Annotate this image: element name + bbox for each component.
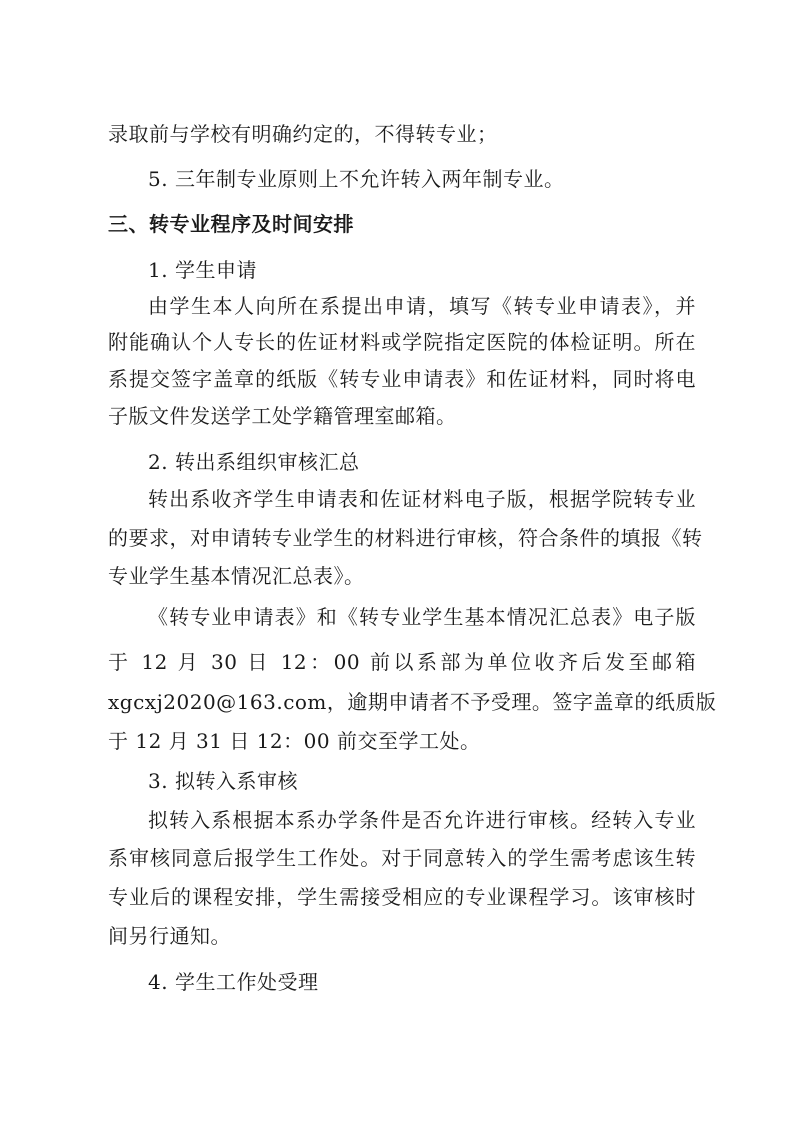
paragraph-line: 转出系收齐学生申请表和佐证材料电子版，根据学院转专业 (148, 487, 696, 511)
paragraph-line: 附能确认个人专长的佐证材料或学院指定医院的体检证明。所在 (108, 330, 696, 354)
subsection-heading: 3. 拟转入系审核 (148, 769, 298, 793)
paragraph-line: 专业学生基本情况汇总表》。 (108, 564, 365, 588)
paragraph-line: 的要求，对申请转专业学生的材料进行审核，符合条件的填报《转 (108, 526, 703, 550)
subsection-heading: 2. 转出系组织审核汇总 (148, 450, 360, 474)
paragraph-line: 于 12 月 31 日 12：00 前交至学工处。 (108, 729, 481, 753)
paragraph-line: 录取前与学校有明确约定的，不得转专业； (108, 122, 498, 146)
paragraph-line: 系审核同意后报学生工作处。对于同意转入的学生需考虑该生转 (108, 846, 696, 870)
paragraph-line: xgcxj2020@163.com，逾期申请者不予受理。签字盖章的纸质版 (108, 690, 717, 714)
paragraph-line: 专业后的课程安排，学生需接受相应的专业课程学习。该审核时 (108, 885, 696, 909)
section-heading: 三、转专业程序及时间安排 (108, 212, 354, 236)
subsection-heading: 1. 学生申请 (148, 258, 257, 282)
paragraph-line: 间另行通知。 (108, 924, 231, 948)
paragraph-line: 由学生本人向所在系提出申请，填写《转专业申请表》，并 (148, 294, 696, 318)
subsection-heading: 4. 学生工作处受理 (148, 970, 319, 994)
paragraph-line: 拟转入系根据本系办学条件是否允许进行审核。经转入专业 (148, 808, 696, 832)
list-item: 5. 三年制专业原则上不允许转入两年制专业。 (148, 167, 565, 191)
paragraph-line: 《转专业申请表》和《转专业学生基本情况汇总表》电子版 (148, 605, 696, 629)
paragraph-line: 系提交签字盖章的纸版《转专业申请表》和佐证材料，同时将电 (108, 367, 696, 391)
paragraph-line: 子版文件发送学工处学籍管理室邮箱。 (108, 404, 457, 428)
paragraph-line: 于 12 月 30 日 12：00 前以系部为单位收齐后发至邮箱 (108, 650, 696, 674)
